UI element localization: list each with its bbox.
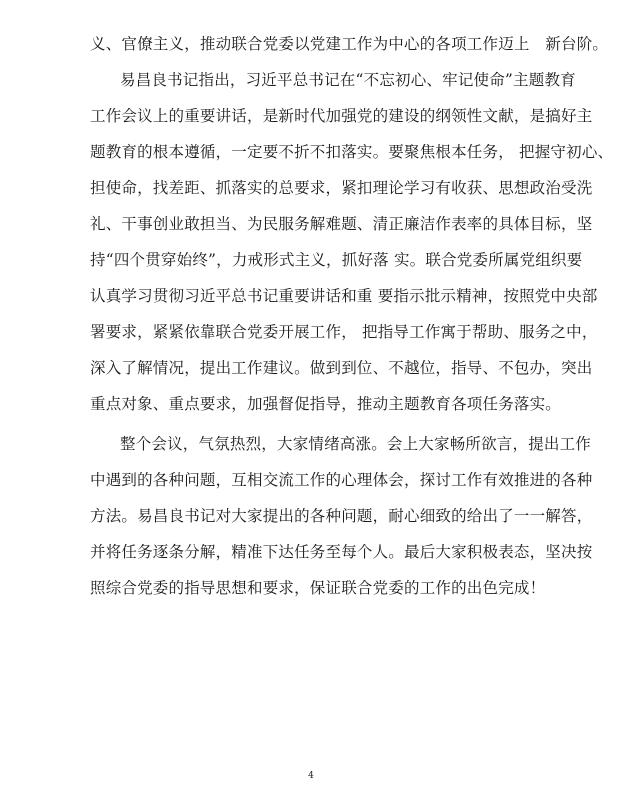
- text-line: 重点对象、重点要求，加强督促指导，推动主题教育各项任务落实。: [90, 395, 562, 413]
- text-line: 义、官僚主义，推动联合党委以党建工作为中心的各项工作迈上 新台阶。: [90, 35, 609, 53]
- paragraph-start-line: 易昌良书记指出，习近平总书记在“不忘初心、牢记使命”主题教育: [120, 71, 576, 89]
- text-line: 署要求，紧紧依靠联合党委开展工作， 把指导工作寓于帮助、服务之中，: [90, 323, 598, 341]
- text-line: 照综合党委的指导思想和要求，保证联合党委的工作的出色完成！: [90, 579, 546, 597]
- page-number: 4: [308, 771, 314, 781]
- text-line: 担使命，找差距、抓落实的总要求，紧扣理论学习有收获、思想政治受洗: [90, 179, 593, 197]
- text-line: 深入了解情况，提出工作建议。做到到位、不越位，指导、不包办，突出: [90, 359, 593, 377]
- text-line: 工作会议上的重要讲话，是新时代加强党的建设的纲领性文献，是搞好主: [90, 107, 593, 125]
- text-line: 持“四个贯穿始终”，力戒形式主义，抓好落 实。联合党委所属党组织要: [90, 251, 583, 269]
- text-line: 礼、干事创业敢担当、为民服务解难题、清正廉洁作表率的具体目标，坚: [90, 215, 593, 233]
- paragraph-start-line: 整个会议，气氛热烈，大家情绪高涨。会上大家畅所欲言，提出工作: [120, 435, 592, 453]
- text-line: 题教育的根本遵循，一定要不折不扣落实。要聚焦根本任务， 把握守初心、: [90, 143, 614, 161]
- text-line: 中遇到的各种问题，互相交流工作的心理体会，探讨工作有效推进的各种: [90, 471, 593, 489]
- text-line: 认真学习贯彻习近平总书记重要讲话和重 要指示批示精神，按照党中央部: [90, 287, 598, 305]
- text-line: 方法。易昌良书记对大家提出的各种问题，耐心细致的给出了一一解答，: [90, 507, 593, 525]
- text-line: 并将任务逐条分解，精准下达任务至每个人。最后大家积极表态，坚决按: [90, 543, 593, 561]
